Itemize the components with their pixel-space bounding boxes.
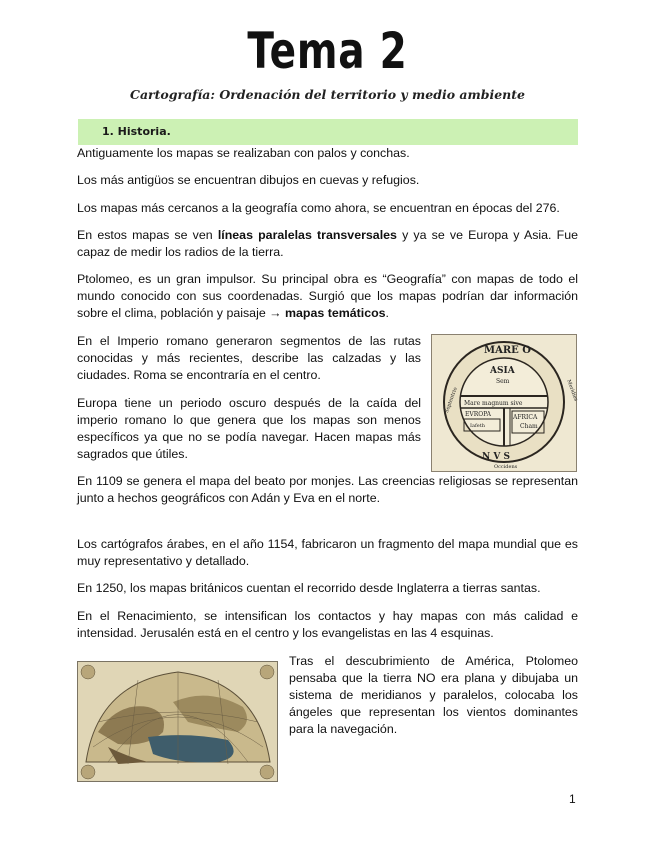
- map-label-europa: EVROPA: [465, 411, 491, 418]
- paragraph-1: Antiguamente los mapas se realizaban con palos y conchas.: [77, 146, 410, 160]
- map-label-top: MARE O: [484, 345, 531, 356]
- map-label-right: Meridies: [565, 378, 579, 403]
- paragraph-5-text-c: .: [385, 306, 389, 320]
- ptolemy-map-drawing: [78, 662, 277, 781]
- map-label-africa: AFRICA: [513, 414, 538, 421]
- paragraph-7: Europa tiene un periodo oscuro después de la caída del imperio romano lo que genera que los mapas son menos específicos ya que no se podía navegar. Hacen mapas más sagrados que útiles.: [77, 396, 421, 461]
- map-label-sem: Sem: [496, 378, 510, 385]
- paragraph-5-bold: mapas temáticos: [285, 306, 386, 320]
- paragraph-4-text-a: En estos mapas se ven: [77, 228, 218, 242]
- paragraph-2: Los más antigüos se encuentran dibujos en cuevas y refugios.: [77, 173, 420, 187]
- t-o-map-image: [431, 334, 577, 472]
- paragraph-3: Los mapas más cercanos a la geografía como ahora, se encuentran en épocas del 276.: [77, 201, 560, 215]
- map-label-cham: Cham: [520, 423, 538, 430]
- paragraph-5: [77, 271, 578, 322]
- map-label-asia: ASIA: [490, 366, 515, 376]
- paragraph-4-bold: líneas paralelas transversales: [217, 228, 397, 242]
- map-label-oceanus: N V S: [482, 452, 510, 462]
- paragraph-10: En 1250, los mapas británicos cuentan el recorrido desde Inglaterra a tierras santas.: [77, 581, 541, 595]
- page-title: Tema 2: [247, 22, 408, 80]
- ptolemy-map-image: [77, 661, 278, 782]
- map-label-mare: Mare magnum sive: [464, 400, 523, 407]
- map-label-iafeth: Iafeth: [470, 423, 485, 429]
- paragraph-5-text-a: Ptolomeo, es un gran impulsor. Su principal obra es “Geografía” con mapas de todo el mundo conocido con sus coordenadas. Surgió que los mapas podrían dar información sobre el clima, población y paisaje →: [77, 272, 578, 320]
- t-o-map-drawing: [432, 335, 579, 471]
- paragraph-12: Tras el descubrimiento de América, Ptolomeo pensaba que la tierra NO era plana y dibujaba un sistema de meridianos y paralelos, colocaba los ángeles que representan los vientos dominantes para la navegación.: [289, 654, 578, 736]
- map-label-left: Septentrio: [443, 386, 459, 414]
- paragraph-6: En el Imperio romano generaron segmentos de las rutas conocidas y más recientes, describe las calzadas y las ciudades. Roma se encontraría en el centro.: [77, 334, 421, 382]
- paragraph-8: En 1109 se genera el mapa del beato por monjes. Las creencias religiosas se representan junto a hechos geográficos con Adán y Eva en el norte.: [77, 474, 578, 505]
- page-number: 1: [569, 792, 576, 806]
- page-subtitle: Cartografía: Ordenación del territorio y medio ambiente: [130, 87, 525, 102]
- section-heading-bar: [78, 119, 578, 145]
- paragraph-9: Los cartógrafos árabes, en el año 1154, fabricaron un fragmento del mapa mundial que es muy representativo y detallado.: [77, 537, 578, 568]
- section-heading: 1. Historia.: [102, 125, 171, 138]
- paragraph-4-text-c: y ya se ve Europa y Asia. Fue capaz de medir los radios de la tierra.: [77, 228, 579, 259]
- paragraph-4: [77, 227, 578, 261]
- map-label-bottom: Occidens: [494, 464, 518, 470]
- paragraph-11: En el Renacimiento, se intensifican los contactos y hay mapas con más calidad e intensidad. Jerusalén está en el centro y los evangelistas en las 4 esquinas.: [77, 609, 578, 640]
